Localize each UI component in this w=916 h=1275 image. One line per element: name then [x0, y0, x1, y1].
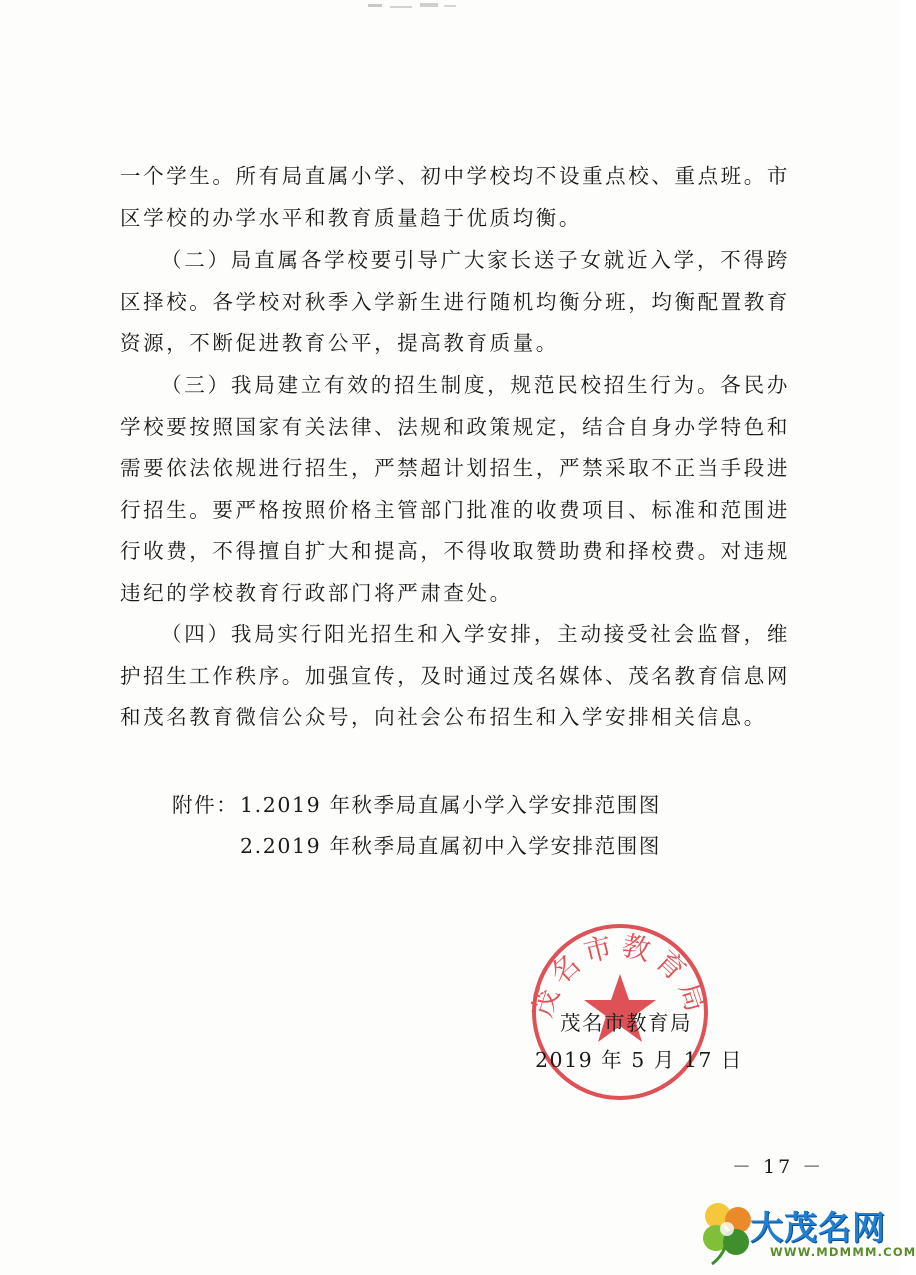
body-paragraph-1: 一个学生。所有局直属小学、初中学校均不设重点校、重点班。市区学校的办学水平和教育质量趋于优质均衡。	[120, 164, 790, 230]
svg-text:茂名市教育局: 茂名市教育局	[525, 928, 715, 1022]
signing-organization: 茂名市教育局	[560, 1011, 692, 1035]
body-paragraph-3: （三）我局建立有效的招生制度，规范民校招生行为。各民办学校要按照国家有关法律、法规和政策规定，结合自身办学特色和需要依法依规进行招生，严禁超计划招生，严禁采取不正当手段进行招生。要严格按照价格主管部门批准的收费项目、标准和范围进行收费，不得擅自扩大和提高，不得收取赞助费和择校费。对违规违纪的学校教育行政部门将严肃查处。	[120, 373, 790, 605]
attachment-item: 2.2019 年秋季局直属初中入学安排范围图	[240, 834, 661, 858]
body-paragraph-2: （二）局直属各学校要引导广大家长送子女就近入学，不得跨区择校。各学校对秋季入学新生进行随机均衡分班，均衡配置教育资源，不断促进教育公平，提高教育质量。	[120, 248, 790, 355]
scan-artifact	[360, 0, 470, 22]
attachment-item: 1.2019 年秋季局直属小学入学安排范围图	[240, 793, 661, 817]
site-watermark	[692, 1196, 916, 1270]
page-number: － 17 －	[732, 1156, 825, 1178]
clover-logo-icon	[696, 1198, 758, 1266]
watermark-brand: 大茂名网	[750, 1208, 886, 1247]
attachment-label: 附件：	[172, 793, 239, 817]
watermark-url: WWW.MDMMM.COM	[770, 1245, 916, 1259]
signing-date: 2019 年 5 月 17 日	[535, 1048, 743, 1072]
body-paragraph-4: （四）我局实行阳光招生和入学安排，主动接受社会监督，维护招生工作秩序。加强宣传，及时通过茂名媒体、茂名教育信息网和茂名教育微信公众号，向社会公布招生和入学安排相关信息。	[120, 622, 790, 729]
